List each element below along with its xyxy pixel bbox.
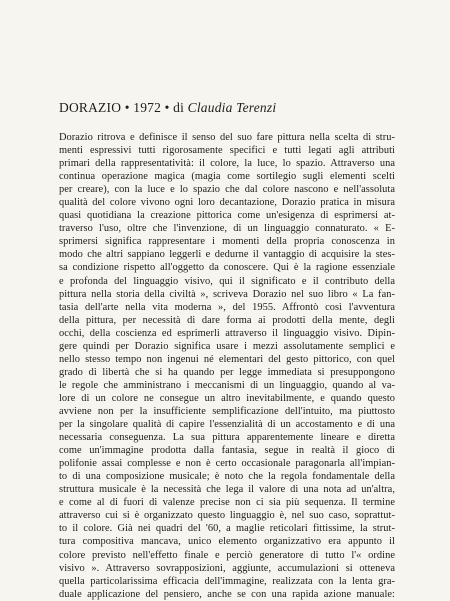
body-line: duale applicazione del pensiero, anche se con una rapida azione manuale:	[59, 588, 395, 600]
heading-author: Claudia Terenzi	[187, 100, 277, 115]
body-line: pittura nella storia della civiltà », scriveva Dorazio nel suo libro « La fan-	[59, 288, 395, 300]
body-line: come un'immagine prodotta dalla fantasia, segue in realtà il gioco di	[59, 445, 395, 457]
article-body	[59, 131, 395, 601]
body-line: della pittura, per necessità di dare forma ai prodotti della mente, degli	[59, 314, 395, 326]
body-line: attraverso cui si è organizzato questo linguaggio è, nel suo caso, soprattut-	[59, 510, 395, 522]
body-line: Dorazio ritrova e definisce il senso del suo fare pittura nella scelta di stru-	[59, 132, 395, 143]
body-line: quasi quotidiana la creazione pittorica come un'esigenza di esprimersi at-	[59, 210, 395, 222]
body-line: grado di libertà che si ha quando per legge immediata si presuppongono	[59, 366, 395, 378]
heading-separator: •	[124, 100, 130, 115]
heading-year: 1972	[133, 100, 162, 115]
body-line: e come al di fuori di valenze precise non ci sia più sequenza. Il termine	[59, 497, 395, 509]
body-line: traverso l'uso, oltre che l'invenzione, di un linguaggio connaturato. « E-	[59, 223, 395, 235]
body-line: visivo ». Attraverso sovrapposizioni, aggiunte, accumulazioni si otteneva	[59, 562, 395, 574]
body-line: avviene non per la insufficiente semplificazione dell'intuito, ma piuttosto	[59, 405, 395, 417]
body-line: quella particolarissima efficacia dell'immagine, realizzata con la lenta gra-	[59, 575, 395, 587]
body-line: nello stesso tempo non ingenui né elementari del gesto pittorico, con quel	[59, 353, 395, 365]
heading-separator: •	[164, 100, 170, 115]
body-line: lore di un colore ne consegue un altro inevitabilmente, e quando questo	[59, 392, 395, 404]
body-line: occhi, della coscienza ed esprimerli attraverso il linguaggio visivo. Dipin-	[59, 327, 395, 339]
body-line: qualità del colore vivono ogni loro decantazione, Dorazio pratica in misura	[59, 197, 395, 209]
body-line: le regole che amministrano i meccanismi di un linguaggio, quando al va-	[59, 379, 395, 391]
body-line: necessaria conseguenza. La sua pittura apparentemente lineare e diretta	[59, 432, 395, 444]
body-line: menti espressivi tutti rigorosamente specifici e tutti legati agli attributi	[59, 145, 395, 157]
body-line: tasia dell'arte nella vita moderna », del 1955. Affrontò così l'avventura	[59, 301, 395, 313]
heading-by: di	[173, 100, 185, 115]
body-line: to il colore. Già nei quadri del '60, a maglie reticolari fittissime, la strut-	[59, 523, 395, 535]
body-line: per creare), con la luce e lo spazio che dal colore nascono e nell'assoluta	[59, 184, 395, 196]
heading-title: DORAZIO	[59, 100, 122, 115]
article-heading	[59, 100, 276, 116]
body-line: struttura musicale è la necessità che lega il valore di una nota ad un'altra,	[59, 484, 395, 496]
body-line: tura compositiva mancava, unico elemento organizzativo era appunto il	[59, 536, 395, 548]
body-line: e profonda del linguaggio visivo, qui il significato e il contributo della	[59, 275, 395, 287]
body-line: polifonie assai complesse e non è certo occasionale paragonarla all'impian-	[59, 458, 395, 470]
body-line: to di una composizione musicale; è noto che la regola fondamentale della	[59, 471, 395, 483]
body-line: colore previsto nell'effetto finale e perciò generatore di tutto l'« ordine	[59, 549, 395, 561]
body-line: continua operazione magica (magia come sortilegio sugli elementi scelti	[59, 171, 395, 183]
body-line: sa condizione rispetto all'oggetto da conoscere. Qui è la ragione essenziale	[59, 262, 395, 274]
body-line: modo che altri sappiano leggerli e dedurne il vantaggio di acquisire la stes-	[59, 249, 395, 261]
body-line: sprimersi significa rappresentare i momenti della propria conoscenza in	[59, 236, 395, 248]
body-line: primari della rappresentatività: il colore, la luce, lo spazio. Attraverso una	[59, 158, 395, 170]
body-line: gere quindi per Dorazio significa usare i mezzi assolutamente semplici e	[59, 340, 395, 352]
body-line: per la singolare qualità di capire l'essenzialità di un accostamento e di una	[59, 419, 395, 431]
